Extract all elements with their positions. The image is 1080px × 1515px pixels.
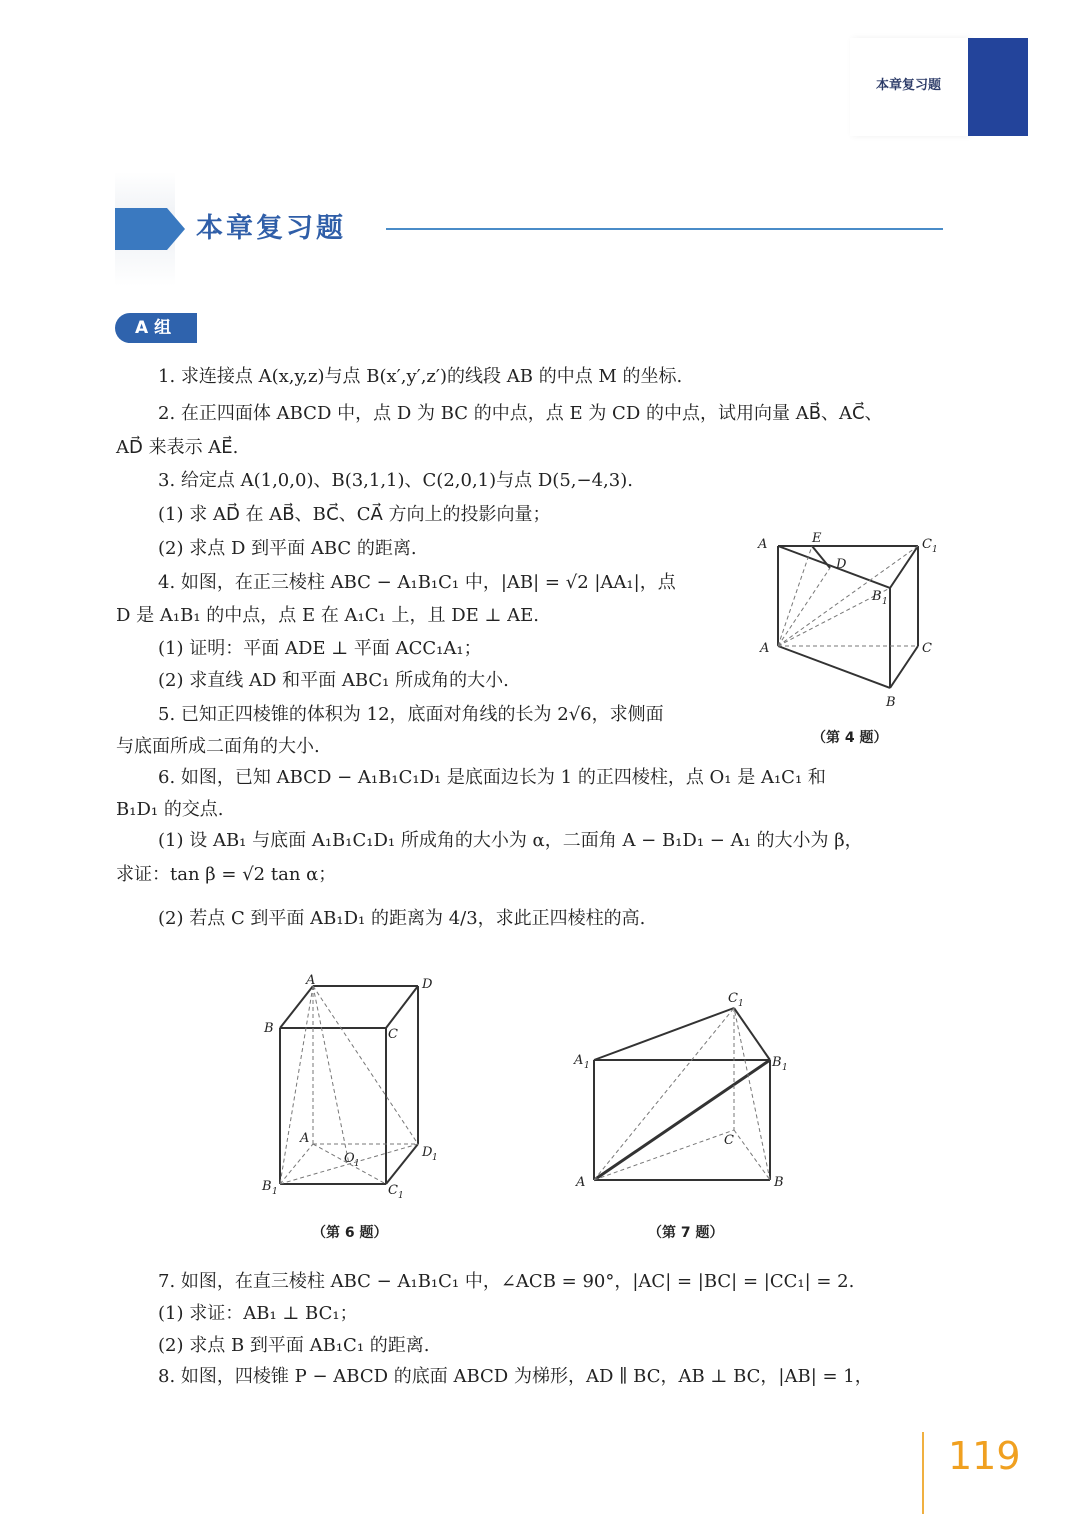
problem-6-line2: B₁D₁ 的交点. [116, 799, 224, 820]
fig6-label: B [262, 1179, 272, 1194]
fig6-label: A [306, 973, 316, 988]
fig6-label: A [300, 1131, 310, 1146]
fig7-label: 1 [738, 999, 744, 1009]
title-rule [386, 228, 943, 230]
problem-1: 1. 求连接点 A(x,y,z)与点 B(x′,y′,z′)的线段 AB 的中点 M 的坐标. [158, 366, 683, 387]
problem-4-part2: (2) 求直线 AD 和平面 ABC₁ 所成角的大小. [158, 670, 509, 691]
problem-5-line1: 5. 已知正四棱锥的体积为 12，底面对角线的长为 2√6，求侧面 [158, 704, 664, 725]
problem-5-line2: 与底面所成二面角的大小. [116, 736, 320, 757]
fig7-label: 1 [584, 1061, 590, 1071]
fig4-label: A [760, 641, 770, 656]
problem-8: 8. 如图，四棱锥 P − ABCD 的底面 ABCD 为梯形，AD ∥ BC，AB ⊥ BC，|AB| = 1， [158, 1366, 873, 1387]
problem-7: 7. 如图，在直三棱柱 ABC − A₁B₁C₁ 中，∠ACB = 90°，|AC| = |BC| = |CC₁| = 2. [158, 1271, 855, 1292]
fig6-label: 1 [354, 1159, 360, 1169]
figure-6 [258, 972, 448, 1204]
figure-7 [570, 982, 795, 1194]
fig6-label: 1 [432, 1153, 438, 1163]
fig4-label: B [872, 589, 882, 604]
fig4-label: D [836, 557, 847, 572]
problem-3-part1: (1) 求 AD⃗ 在 AB⃗、BC⃗、CA⃗ 方向上的投影向量； [158, 504, 551, 525]
page-number-rule [922, 1432, 924, 1514]
problem-4-line1: 4. 如图，在正三棱柱 ABC − A₁B₁C₁ 中，|AB| = √2 |AA₁|，点 [158, 572, 676, 593]
problem-6-part1-line2: 求证：tan β = √2 tan α； [116, 864, 337, 885]
group-badge: A 组 [115, 313, 197, 343]
fig4-label: A [758, 537, 768, 552]
fig6-label: D [422, 977, 433, 992]
fig7-label: B [774, 1175, 784, 1190]
fig6-label: O [344, 1151, 355, 1166]
figure-4-caption: （第 4 题） [812, 730, 888, 746]
header-accent-bar [968, 38, 1028, 136]
chapter-title: 本章复习题 [196, 213, 346, 244]
fig6-label: D [422, 1145, 433, 1160]
fig4-label: C [922, 537, 932, 552]
problem-7-part1: (1) 求证：AB₁ ⊥ BC₁； [158, 1303, 358, 1324]
fig7-label: C [728, 991, 738, 1006]
problem-4-line2: D 是 A₁B₁ 的中点，点 E 在 A₁C₁ 上，且 DE ⊥ AE. [116, 605, 540, 626]
fig7-label: B [772, 1055, 782, 1070]
problem-2-line2: AD⃗ 来表示 AE⃗. [116, 437, 239, 458]
fig6-label: 1 [272, 1187, 278, 1197]
problem-2-line1: 2. 在正四面体 ABCD 中，点 D 为 BC 的中点，点 E 为 CD 的中点，试用向量 AB⃗、AC⃗、 [158, 403, 883, 424]
figure-4 [750, 530, 950, 715]
problem-3-part2: (2) 求点 D 到平面 ABC 的距离. [158, 538, 417, 559]
fig6-label: C [388, 1183, 398, 1198]
fig7-label: A [576, 1175, 586, 1190]
fig7-label: A [574, 1053, 584, 1068]
fig4-label: 1 [882, 597, 888, 607]
fig6-label: 1 [398, 1191, 404, 1201]
fig6-label: C [388, 1027, 398, 1042]
fig7-label: 1 [782, 1063, 788, 1073]
fig4-label: 1 [932, 545, 938, 555]
fig7-label: C [724, 1133, 734, 1148]
fig6-label: B [264, 1021, 274, 1036]
problem-3: 3. 给定点 A(1,0,0)、B(3,1,1)、C(2,0,1)与点 D(5,−4,3). [158, 470, 633, 491]
fig4-label: E [812, 531, 822, 546]
page-number: 119 [948, 1434, 1021, 1478]
fig4-label: C [922, 641, 932, 656]
problem-6-part1-line1: (1) 设 AB₁ 与底面 A₁B₁C₁D₁ 所成角的大小为 α，二面角 A − B₁D₁ − A₁ 的大小为 β， [158, 830, 863, 851]
problem-4-part1: (1) 证明：平面 ADE ⊥ 平面 ACC₁A₁； [158, 638, 482, 659]
section-tab-label: 本章复习题 [876, 78, 942, 93]
problem-6-part2: (2) 若点 C 到平面 AB₁D₁ 的距离为 4/3，求此正四棱柱的高. [158, 908, 646, 929]
figure-6-caption: （第 6 题） [312, 1225, 388, 1241]
figure-7-caption: （第 7 题） [648, 1225, 724, 1241]
fig4-label: B [886, 695, 896, 710]
problem-6-line1: 6. 如图，已知 ABCD − A₁B₁C₁D₁ 是底面边长为 1 的正四棱柱，点 O₁ 是 A₁C₁ 和 [158, 767, 826, 788]
title-marker-icon [115, 208, 185, 250]
problem-7-part2: (2) 求点 B 到平面 AB₁C₁ 的距离. [158, 1335, 430, 1356]
